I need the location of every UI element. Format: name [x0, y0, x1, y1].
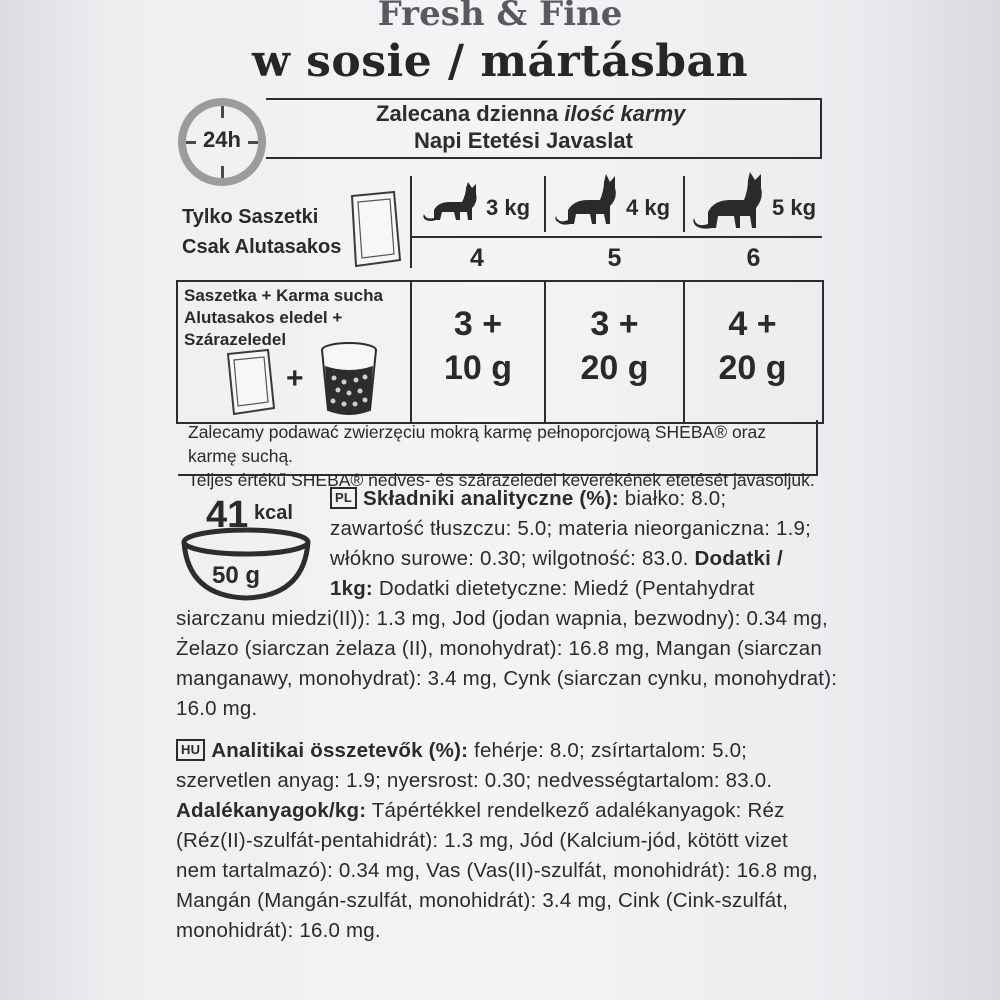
cat-icon-4kg	[552, 172, 622, 228]
title-bottom-rule	[266, 157, 822, 159]
portion-size: 50 g	[212, 562, 261, 589]
title-right-rule	[820, 98, 822, 158]
hu-line-7: monohidrát): 16.0 mg.	[176, 919, 381, 942]
row2-label-line: Szárazeledel	[184, 330, 287, 349]
mixed-5kg-dry: 20 g	[718, 349, 787, 387]
row1-label	[182, 202, 341, 262]
title-top-rule	[266, 98, 822, 100]
hu-text: Tápértékkel rendelkező adalékanyagok: Réz	[366, 799, 785, 822]
dry-food-cup-icon	[318, 340, 380, 416]
hu-line-2: szervetlen anyag: 1.9; nyersrost: 0.30; nedvességtartalom: 83.0.	[176, 769, 773, 792]
energy-value: 41	[206, 494, 249, 536]
hu-additives-heading: Adalékanyagok/kg:	[176, 799, 367, 822]
col-divider	[544, 176, 546, 232]
mixed-4kg-dry: 20 g	[580, 349, 649, 387]
row1-label-pl: Tylko Saszetki	[182, 206, 319, 228]
cat-icon-3kg	[420, 180, 482, 224]
clock-tick	[221, 166, 224, 178]
col-divider	[683, 176, 685, 232]
pouch-count-5kg: 6	[746, 244, 761, 272]
pl-text: Dodatki dietetyczne: Miedź (Pentahydrat	[372, 577, 755, 600]
hu-line-5: nem tartalmazó): 0.34 mg, Vas (Vas(II)-szulfát, monohidrát): 16.8 mg,	[176, 859, 818, 882]
cat-icon-5kg	[690, 170, 770, 232]
pl-line-8: 16.0 mg.	[176, 697, 258, 720]
weight-4kg: 4 kg	[626, 195, 671, 220]
weight-5kg: 5 kg	[772, 195, 817, 220]
pl-heading: Składniki analityczne (%):	[363, 487, 619, 510]
mixed-5kg	[685, 302, 820, 390]
note-hu: Teljes értékű SHEBA® nedves- és szárazeledel keverékének etetését javasoljuk.	[188, 470, 815, 490]
hu-line-3	[176, 796, 785, 826]
feeding-title-hu: Napi Etetési Javaslat	[414, 128, 633, 153]
recommendation-note	[178, 420, 818, 490]
brand-title: Fresh & Fine	[377, 0, 623, 34]
pl-line-2: zawartość tłuszczu: 5.0; materia nieorganiczna: 1.9;	[330, 517, 811, 540]
weight-underline	[410, 236, 822, 238]
variant-title: w sosie / mártásban	[251, 36, 749, 87]
clock-label: 24h	[203, 127, 241, 152]
pl-line-6: Żelazo (siarczan żelaza (II), monohydrat): 16.8 mg, Mangan (siarczan	[176, 637, 822, 660]
mixed-5kg-pouches: 4 +	[728, 305, 777, 343]
row2-label-line: Saszetka + Karma sucha	[184, 286, 383, 305]
mixed-3kg-pouches: 3 +	[453, 305, 503, 343]
row2-label-line: Alutasakos eledel +	[184, 308, 343, 327]
feeding-title-pl	[376, 101, 685, 127]
mixed-3kg-dry: 10 g	[443, 349, 513, 387]
pl-additives-heading: Dodatki /	[694, 547, 783, 570]
hu-line-1	[176, 736, 747, 766]
pl-text: włókno surowe: 0.30; wilgotność: 83.0.	[330, 547, 695, 570]
pl-additives-unit: 1kg:	[330, 577, 373, 600]
feeding-title-pl-italic: ilość karmy	[564, 101, 686, 126]
hu-heading: Analitikai összetevők (%):	[211, 739, 469, 762]
note-pl: Zalecamy podawać zwierzęciu mokrą karmę pełnoporcjową SHEBA® oraz karmę suchą.	[188, 422, 766, 466]
plus-sign: +	[286, 362, 304, 395]
pouch-icon	[344, 190, 404, 268]
pl-line-1	[330, 484, 726, 514]
feeding-title-pl-text: Zalecana dzienna	[376, 101, 565, 126]
pl-flag: PL	[330, 487, 357, 509]
pouch-count-4kg: 5	[607, 244, 622, 272]
weight-3kg: 3 kg	[486, 195, 531, 220]
pl-line-3	[330, 544, 783, 574]
pouch-count-3kg: 4	[470, 244, 484, 272]
clock-tick	[221, 106, 224, 118]
pl-text: białko: 8.0;	[618, 487, 727, 510]
hu-flag: HU	[176, 739, 205, 761]
hu-line-6: Mangán (Mangán-szulfát, monohidrát): 3.4 mg, Cink (Cink-szulfát,	[176, 889, 789, 912]
energy-unit: kcal	[254, 502, 293, 524]
mixed-4kg-pouches: 3 +	[590, 305, 639, 343]
row1-label-hu: Csak Alutasakos	[182, 236, 342, 258]
pl-line-5: siarczanu miedzi(II)): 1.3 mg, Jod (jodan wapnia, bezwodny): 0.34 mg,	[176, 607, 828, 630]
hu-line-4: (Réz(II)-szulfát-pentahidrát): 1.3 mg, Jód (Kalcium-jód, kötött vizet	[176, 829, 788, 852]
pl-line-7: manganawy, monohydrat): 3.4 mg, Cynk (siarczan cynku, monohydrat):	[176, 667, 838, 690]
pl-line-4	[330, 574, 755, 604]
hu-text: fehérje: 8.0; zsírtartalom: 5.0;	[468, 739, 748, 762]
mixed-3kg	[412, 302, 544, 390]
mixed-4kg	[546, 302, 683, 390]
pouch-icon	[222, 348, 280, 416]
